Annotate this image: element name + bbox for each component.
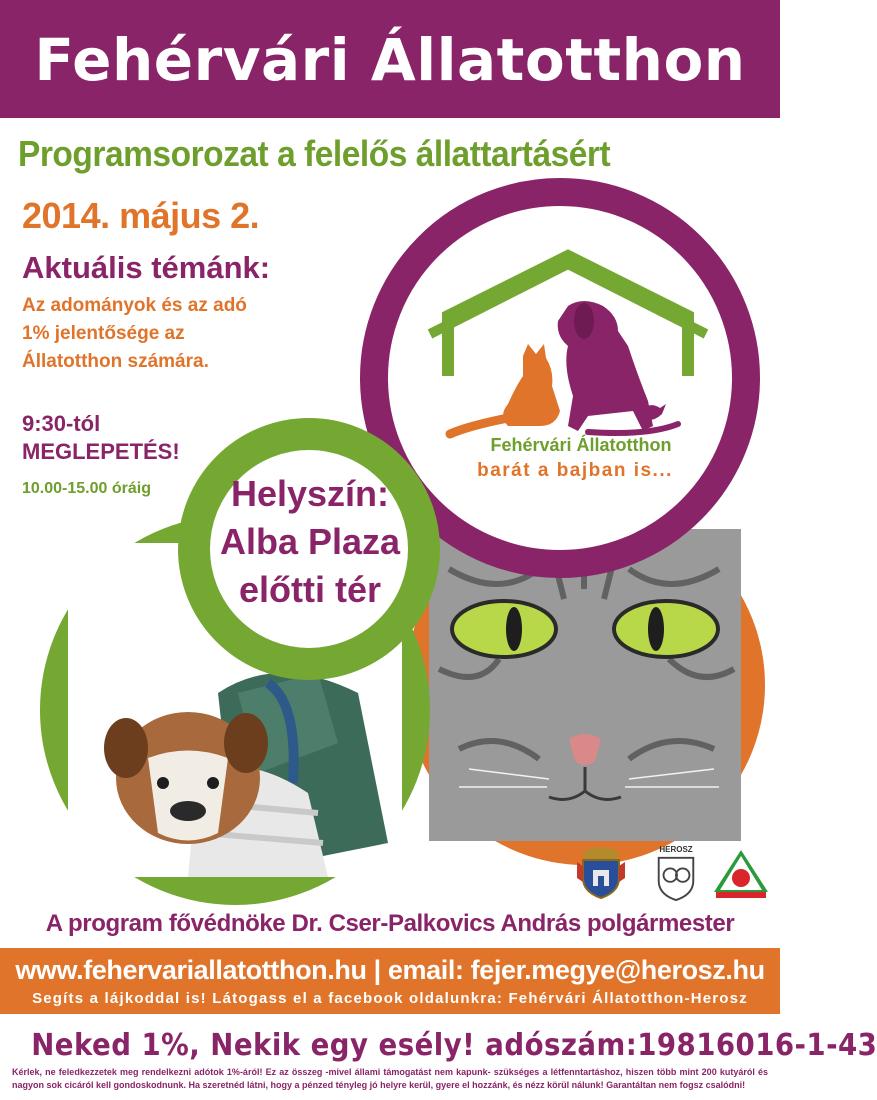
website-email-line: www.fehervariallatotthon.hu | email: fejer.megye@herosz.hu: [15, 955, 765, 985]
location-label: Helyszín: Alba Plaza előtti tér: [219, 473, 401, 610]
patron-line: A program fővédnöke Dr. Cser-Palkovics András polgármester: [45, 910, 735, 937]
shelter-logo-icon: [428, 236, 718, 466]
page-title: Fehérvári Állatotthon: [34, 26, 746, 94]
facebook-line: Segíts a lájkoddal is! Látogass el a facebook oldalunkra: Fehérvári Állatotthon-Herosz: [32, 990, 748, 1007]
event-hours: 10.00-15.00 óráig: [22, 480, 151, 497]
topic-text: Az adományok és az adó 1% jelentősége az Állatotthon számára.: [22, 295, 247, 372]
logo-name: Fehérvári Állatotthon: [490, 435, 672, 455]
tax-number-line: Neked 1%, Nekik egy esély! adószám:19816016-1-43: [31, 1028, 877, 1063]
topic-heading: Aktuális témánk:: [22, 250, 271, 285]
city-crest-icon: [575, 842, 627, 900]
fineprint: Kérlek, ne feledkezzetek meg rendelkezni adótok 1%-áról! Ez az összeg -mivel állami támogatást nem kapunk- szükséges a létfenntartáshoz, hiszen több mint 200 kutyáról és nagyon sok cicáról kell gondoskodnunk. Ha szeretnéd látni, hogy a pénzed tényleg jó helyre kerül, gyere el hozzánk, és nézz körül nálunk! Garantáltan nem fogsz csalódni!: [12, 1067, 768, 1090]
subtitle: Programsorozat a felelős állattartásért: [18, 133, 611, 174]
triangle-logo-icon: [712, 848, 770, 900]
herosz-logo: [650, 845, 702, 905]
event-date: 2014. május 2.: [22, 195, 260, 236]
logo-tagline: barát a bajban is...: [477, 460, 673, 481]
surprise-text: MEGLEPETÉS!: [22, 439, 180, 464]
time-from: 9:30-tól: [22, 411, 101, 436]
herosz-label: HEROSZ: [659, 845, 693, 854]
herosz-emblem-icon: [650, 854, 702, 902]
